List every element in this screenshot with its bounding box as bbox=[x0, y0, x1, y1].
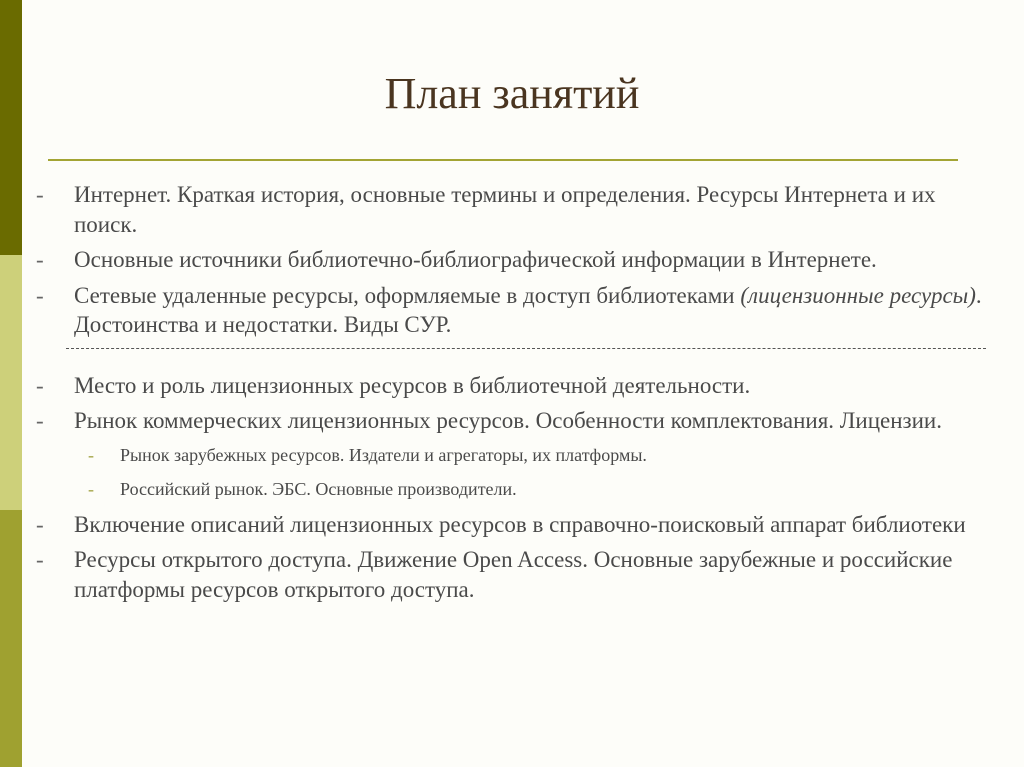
bullet-dash: - bbox=[36, 247, 44, 272]
list-item-network-resources bbox=[36, 281, 996, 340]
list-item-commercial-market bbox=[36, 406, 996, 436]
bullet-dash: - bbox=[36, 182, 44, 207]
bullet-dash: - bbox=[36, 408, 44, 433]
dashed-separator bbox=[66, 348, 986, 349]
slide-title: План занятий bbox=[384, 69, 640, 118]
list-item-open-access bbox=[36, 545, 996, 604]
sub-bullet-dash: - bbox=[88, 478, 94, 499]
bullet-dash: - bbox=[36, 372, 44, 398]
bullet-dash: - bbox=[36, 547, 44, 572]
sub-item-foreign-market bbox=[36, 442, 996, 468]
sidebar-stripe-middle bbox=[0, 255, 22, 510]
sidebar-stripe-bottom bbox=[0, 510, 22, 767]
slide-content bbox=[36, 180, 996, 610]
list-item-text-tail: . Достоинства и недостатки. Виды СУР. bbox=[74, 282, 982, 337]
title-underline bbox=[48, 159, 958, 161]
list-item-text: Включение описаний лицензионных ресурсов в справочно-поисковый аппарат библиотеки bbox=[74, 511, 966, 537]
list-item-italic-text: (лицензионные ресурсы) bbox=[740, 282, 976, 308]
list-item-text: Рынок коммерческих лицензионных ресурсов. Особенности комплектования. Лицензии. bbox=[74, 408, 942, 433]
list-item-text: Место и роль лицензионных ресурсов в библиотечной деятельности. bbox=[74, 372, 751, 398]
bullet-dash: - bbox=[36, 511, 44, 537]
sub-item-text: Российский рынок. ЭБС. Основные производители. bbox=[120, 478, 517, 499]
list-item-bibliographic-sources bbox=[36, 245, 996, 275]
list-item-text: Основные источники библиотечно-библиографической информации в Интернете. bbox=[74, 247, 877, 272]
sub-item-russian-market bbox=[36, 476, 996, 502]
list-item-text: Ресурсы открытого доступа. Движение Open Access. Основные зарубежные и российские платформы ресурсов открытого доступа. bbox=[74, 547, 953, 602]
sub-item-text: Рынок зарубежных ресурсов. Издатели и агрегаторы, их платформы. bbox=[120, 444, 647, 465]
bullet-dash: - bbox=[36, 282, 44, 308]
sub-bullet-dash: - bbox=[88, 444, 94, 465]
list-item-catalog-inclusion bbox=[36, 510, 996, 540]
list-item-licensed-role bbox=[36, 371, 996, 401]
list-item-internet-history bbox=[36, 180, 996, 239]
list-item-text: Сетевые удаленные ресурсы, оформляемые в доступ библиотеками bbox=[74, 282, 741, 308]
sidebar-stripe-top bbox=[0, 0, 22, 255]
list-item-text: Интернет. Краткая история, основные термины и определения. Ресурсы Интернета и их поиск. bbox=[74, 182, 936, 237]
